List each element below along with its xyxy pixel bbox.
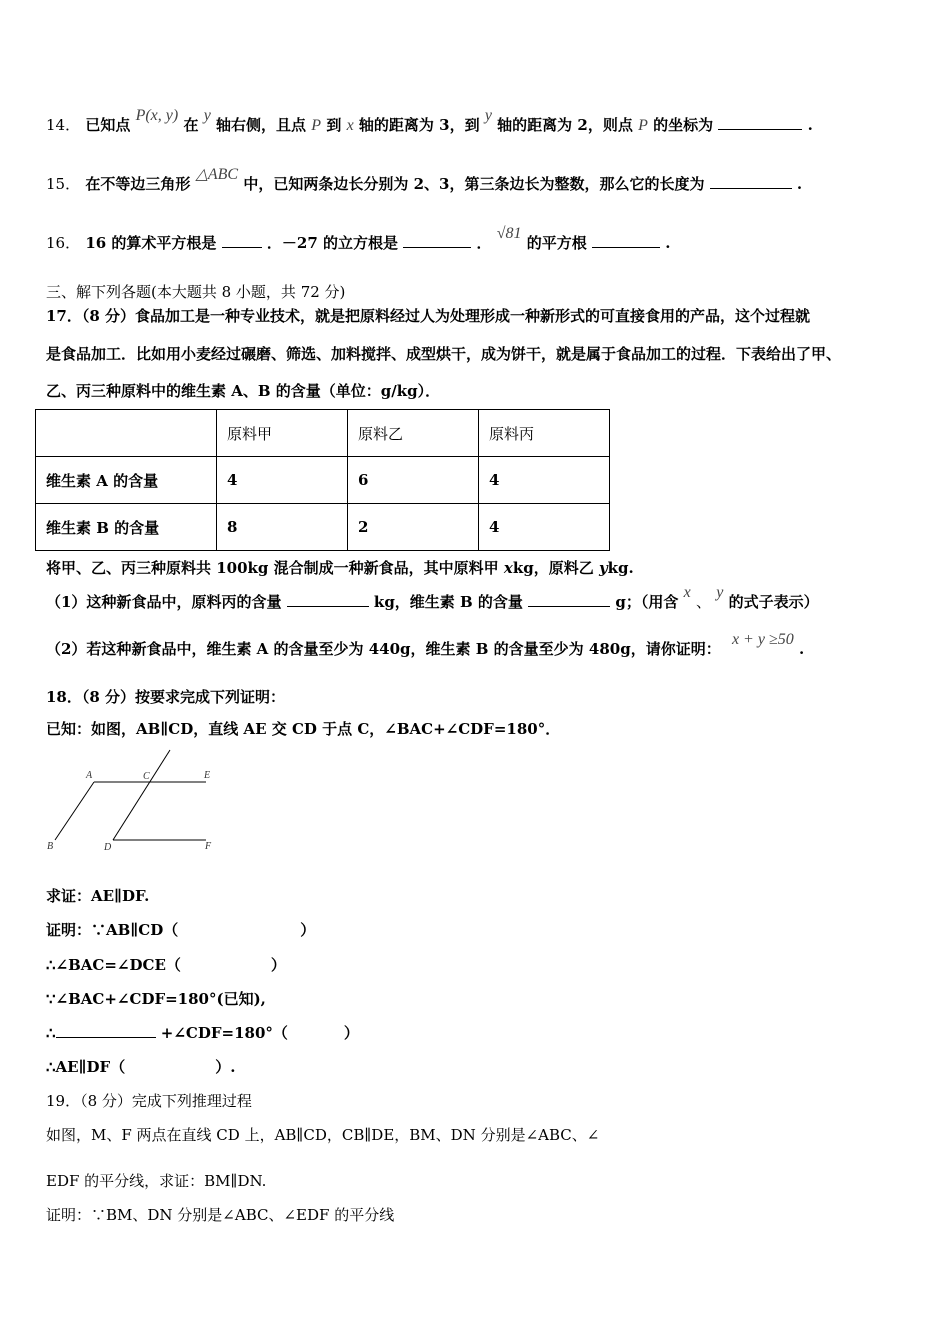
q17-p1-sep: 、 (695, 593, 711, 611)
q16-sqrt81: √81 (496, 225, 522, 242)
q18-step-1-text: 证明：∵AB∥CD（ (46, 921, 179, 939)
q14-point-pxy: P(x, y) (135, 107, 179, 124)
q16-blank-2[interactable] (403, 233, 471, 248)
q18-step-1 (46, 919, 315, 940)
q14-var-y: y (203, 107, 211, 124)
q17-after-text-2: kg，原料乙 (512, 559, 599, 577)
table-row (36, 457, 610, 504)
q14-var-x: x (346, 117, 354, 134)
q17-p1-text-2: kg，维生素 B 的含量 (373, 593, 523, 611)
q15-number: 15． (46, 175, 81, 193)
label-e: E (204, 770, 211, 781)
q18-step-5 (46, 1056, 235, 1077)
table-header-cell (36, 410, 217, 457)
q14-text-5: 轴的距离为 3，到 (358, 116, 480, 134)
q18-step-3: ∵∠BAC+∠CDF=180°(已知), (46, 990, 266, 1008)
parallel-lines-figure (44, 745, 224, 857)
question-15 (46, 166, 803, 194)
label-b: B (47, 841, 54, 852)
table-header-row (36, 410, 610, 457)
q18-step-4-text: +∠CDF=180°（ (155, 1024, 288, 1042)
q14-number: 14． (46, 116, 81, 134)
q16-blank-3[interactable] (592, 233, 660, 248)
q18-step-2-close: ） (270, 956, 286, 974)
table-cell: 维生素 B 的含量 (36, 504, 217, 551)
q15-text-2: 中，已知两条边长分别为 2、3，第三条边长为整数，那么它的长度为 (243, 175, 705, 193)
q17-head: 17．（8 分）食品加工是一种专业技术，就是把原料经过人为处理形成一种新形式的可直接食用的产品，这个过程就 (46, 307, 811, 325)
q17-line-3: 乙、丙三种原料中的维生素 A、B 的含量（单位：g/kg）． (46, 382, 441, 400)
q14-text-3: 轴右侧，且点 (216, 116, 307, 134)
q16-text-1: 16 的算术平方根是 (85, 234, 217, 252)
table-cell: 8 (217, 504, 348, 551)
q17-part-2 (46, 631, 805, 659)
q17-p1-text-4: 的式子表示） (728, 593, 819, 611)
q14-text-7: 的坐标为 (653, 116, 714, 134)
q18-angle-blank[interactable] (56, 1023, 156, 1038)
table-header-cell: 原料乙 (348, 410, 479, 457)
q17-p2-text-1: （2）若这种新食品中，维生素 A 的含量至少为 440g，维生素 B 的含量至少为 480g，请你证明： (46, 640, 721, 658)
q14-var-p-2: P (638, 117, 648, 134)
q14-end: . (807, 116, 813, 134)
q18-head: 18．（8 分）按要求完成下列证明： (46, 688, 286, 706)
q18-prove: 求证：AE∥DF. (46, 887, 150, 905)
line-ab (55, 782, 94, 840)
label-a: A (86, 770, 93, 781)
q16-number: 16． (46, 234, 81, 252)
q18-step-2-text: ∴∠BAC=∠DCE（ (46, 956, 181, 974)
label-f: F (205, 841, 212, 852)
table-cell: 2 (348, 504, 479, 551)
q18-step-4 (46, 1022, 359, 1043)
q16-blank-1[interactable] (222, 233, 262, 248)
table-header-cell: 原料甲 (217, 410, 348, 457)
table-row (36, 504, 610, 551)
q17-p1-blank-1[interactable] (287, 592, 369, 607)
q16-text-3: ． (476, 234, 492, 252)
q18-step-5-close: ）. (215, 1058, 236, 1076)
question-16 (46, 225, 671, 253)
q14-text-4: 到 (326, 116, 342, 134)
q16-text-4: 的平方根 (526, 234, 587, 252)
label-c: C (143, 771, 150, 782)
q18-given: 已知：如图，AB∥CD，直线 AE 交 CD 于点 C，∠BAC+∠CDF=180°． (46, 720, 561, 738)
q14-text-2: 在 (183, 116, 199, 134)
q17-p1-var-y: y (716, 584, 724, 601)
table-header-cell: 原料丙 (479, 410, 610, 457)
q15-answer-blank[interactable] (710, 174, 792, 189)
q15-end: . (796, 175, 803, 193)
q17-after-text-3: kg. (607, 559, 634, 577)
q18-step-4-close: ） (343, 1024, 359, 1042)
q16-end: . (665, 234, 671, 252)
table-cell: 维生素 A 的含量 (36, 457, 217, 504)
q17-p2-inequality: x + y ≥50 (731, 631, 794, 648)
q17-p1-text-3: g；（用含 (615, 593, 679, 611)
q15-triangle: △ABC (195, 166, 239, 183)
q18-step-1-close: ） (300, 921, 316, 939)
line-dc (113, 750, 170, 840)
q16-text-2: ．－27 的立方根是 (266, 234, 399, 252)
q19-line-2: EDF 的平分线，求证：BM∥DN. (46, 1172, 267, 1190)
q18-step-4-therefore: ∴ (46, 1024, 56, 1042)
q17-line-2: 是食品加工．比如用小麦经过碾磨、筛选、加料搅拌、成型烘干，成为饼干，就是属于食品加工的过程．下表给出了甲、 (46, 345, 842, 363)
q17-p2-end: . (798, 640, 805, 658)
q17-var-x: x (503, 559, 513, 577)
q19-head: 19．（8 分）完成下列推理过程 (46, 1092, 252, 1110)
q17-after-table (46, 557, 634, 578)
table-cell: 4 (217, 457, 348, 504)
table-cell: 6 (348, 457, 479, 504)
q14-text-1: 已知点 (85, 116, 131, 134)
q18-step-5-text: ∴AE∥DF（ (46, 1058, 126, 1076)
label-d: D (104, 842, 112, 853)
q17-after-text-1: 将甲、乙、丙三种原料共 100kg 混合制成一种新食品，其中原料甲 (46, 559, 504, 577)
q17-var-y: y (598, 559, 608, 577)
q19-line-3: 证明：∵BM、DN 分别是∠ABC、∠EDF 的平分线 (46, 1206, 395, 1224)
q14-var-p: P (311, 117, 322, 134)
q18-step-2 (46, 954, 286, 975)
section-3-heading: 三、解下列各题(本大题共 8 小题，共 72 分) (46, 283, 346, 301)
q14-var-y-2: y (484, 107, 492, 124)
table-cell: 4 (479, 504, 610, 551)
question-14 (46, 107, 813, 135)
q17-p1-text-1: （1）这种新食品中，原料丙的含量 (46, 593, 282, 611)
q19-line-1: 如图，M、F 两点在直线 CD 上，AB∥CD，CB∥DE，BM、DN 分别是∠ABC、∠ (46, 1126, 600, 1144)
q17-part-1 (46, 584, 819, 612)
table-cell: 4 (479, 457, 610, 504)
q15-text-1: 在不等边三角形 (85, 175, 191, 193)
q14-answer-blank[interactable] (718, 115, 802, 130)
vitamin-table (35, 409, 610, 551)
q17-p1-blank-2[interactable] (528, 592, 610, 607)
q17-p1-var-x: x (683, 584, 691, 601)
q14-text-6: 轴的距离为 2，则点 (497, 116, 633, 134)
